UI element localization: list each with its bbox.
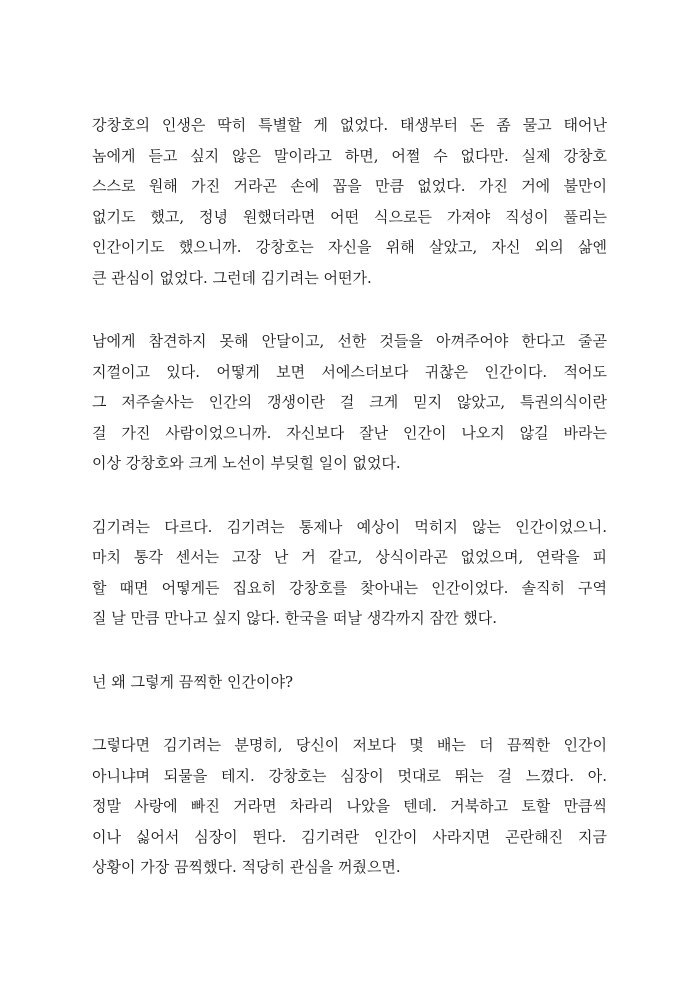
text-line: 넌 왜 그렇게 끔찍한 인간이야? — [92, 672, 293, 691]
paragraph-3 — [92, 512, 607, 634]
text-line: 없기도 했고, 정녕 원했더라면 어떤 식으로든 가져야 직성이 풀리는 — [92, 207, 607, 226]
text-line: 큰 관심이 없었다. 그런데 김기려는 어떤가. — [92, 268, 372, 287]
text-line: 지껄이고 있다. 어떻게 보면 서에스더보다 귀찮은 인간이다. 적어도 — [92, 362, 607, 381]
text-line: 할 때면 어떻게든 집요히 강창호를 찾아내는 인간이었다. 솔직히 구역 — [92, 578, 607, 597]
text-line: 놈에게 듣고 싶지 않은 말이라고 하면, 어쩔 수 없다만. 실제 강창호 — [92, 146, 607, 165]
text-line: 이나 싫어서 심장이 뛴다. 김기려란 인간이 사라지면 곤란해진 지금 — [92, 827, 607, 846]
text-line: 정말 사랑에 빠진 거라면 차라리 나았을 텐데. 거북하고 토할 만큼씩 — [92, 797, 607, 815]
text-line: 아니냐며 되물을 테지. 강창호는 심장이 멋대로 뛰는 걸 느꼈다. 아. — [92, 766, 607, 785]
text-line: 그렇다면 김기려는 분명히, 당신이 저보다 몇 배는 더 끔찍한 인간이 — [92, 736, 607, 754]
paragraph-4 — [92, 667, 607, 698]
text-line: 걸 가진 사람이었으니까. 자신보다 잘난 인간이 나오지 않길 바라는 — [92, 423, 607, 442]
text-line: 남에게 참견하지 못해 안달이고, 선한 것들을 아껴주어야 한다고 줄곧 — [92, 332, 607, 350]
text-line: 김기려는 다르다. 김기려는 통제나 예상이 먹히지 않는 인간이었으니. — [92, 517, 607, 536]
document-body — [92, 110, 607, 916]
paragraph-2 — [92, 326, 607, 479]
paragraph-1 — [92, 110, 607, 293]
text-line: 그 저주술사는 인간의 갱생이란 걸 크게 믿지 않았고, 특권의식이란 — [92, 393, 607, 411]
text-line: 상황이 가장 끔찍했다. 적당히 관심을 꺼줬으면. — [92, 858, 401, 876]
text-line: 강창호의 인생은 딱히 특별할 게 없었다. 태생부터 돈 좀 물고 태어난 — [92, 116, 607, 134]
text-line: 이상 강창호와 크게 노선이 부딪힐 일이 없었다. — [92, 454, 401, 472]
text-line: 스스로 원해 가진 거라곤 손에 꼽을 만큼 없었다. 가진 거에 불만이 — [92, 177, 607, 195]
text-line: 질 날 만큼 만나고 싶지 않다. 한국을 떠날 생각까지 잠깐 했다. — [92, 609, 497, 627]
paragraph-5 — [92, 730, 607, 883]
text-line: 마치 통각 센서는 고장 난 거 같고, 상식이라곤 없었으며, 연락을 피 — [92, 548, 607, 566]
text-line: 인간이기도 했으니까. 강창호는 자신을 위해 살았고, 자신 외의 삶엔 — [92, 238, 607, 256]
